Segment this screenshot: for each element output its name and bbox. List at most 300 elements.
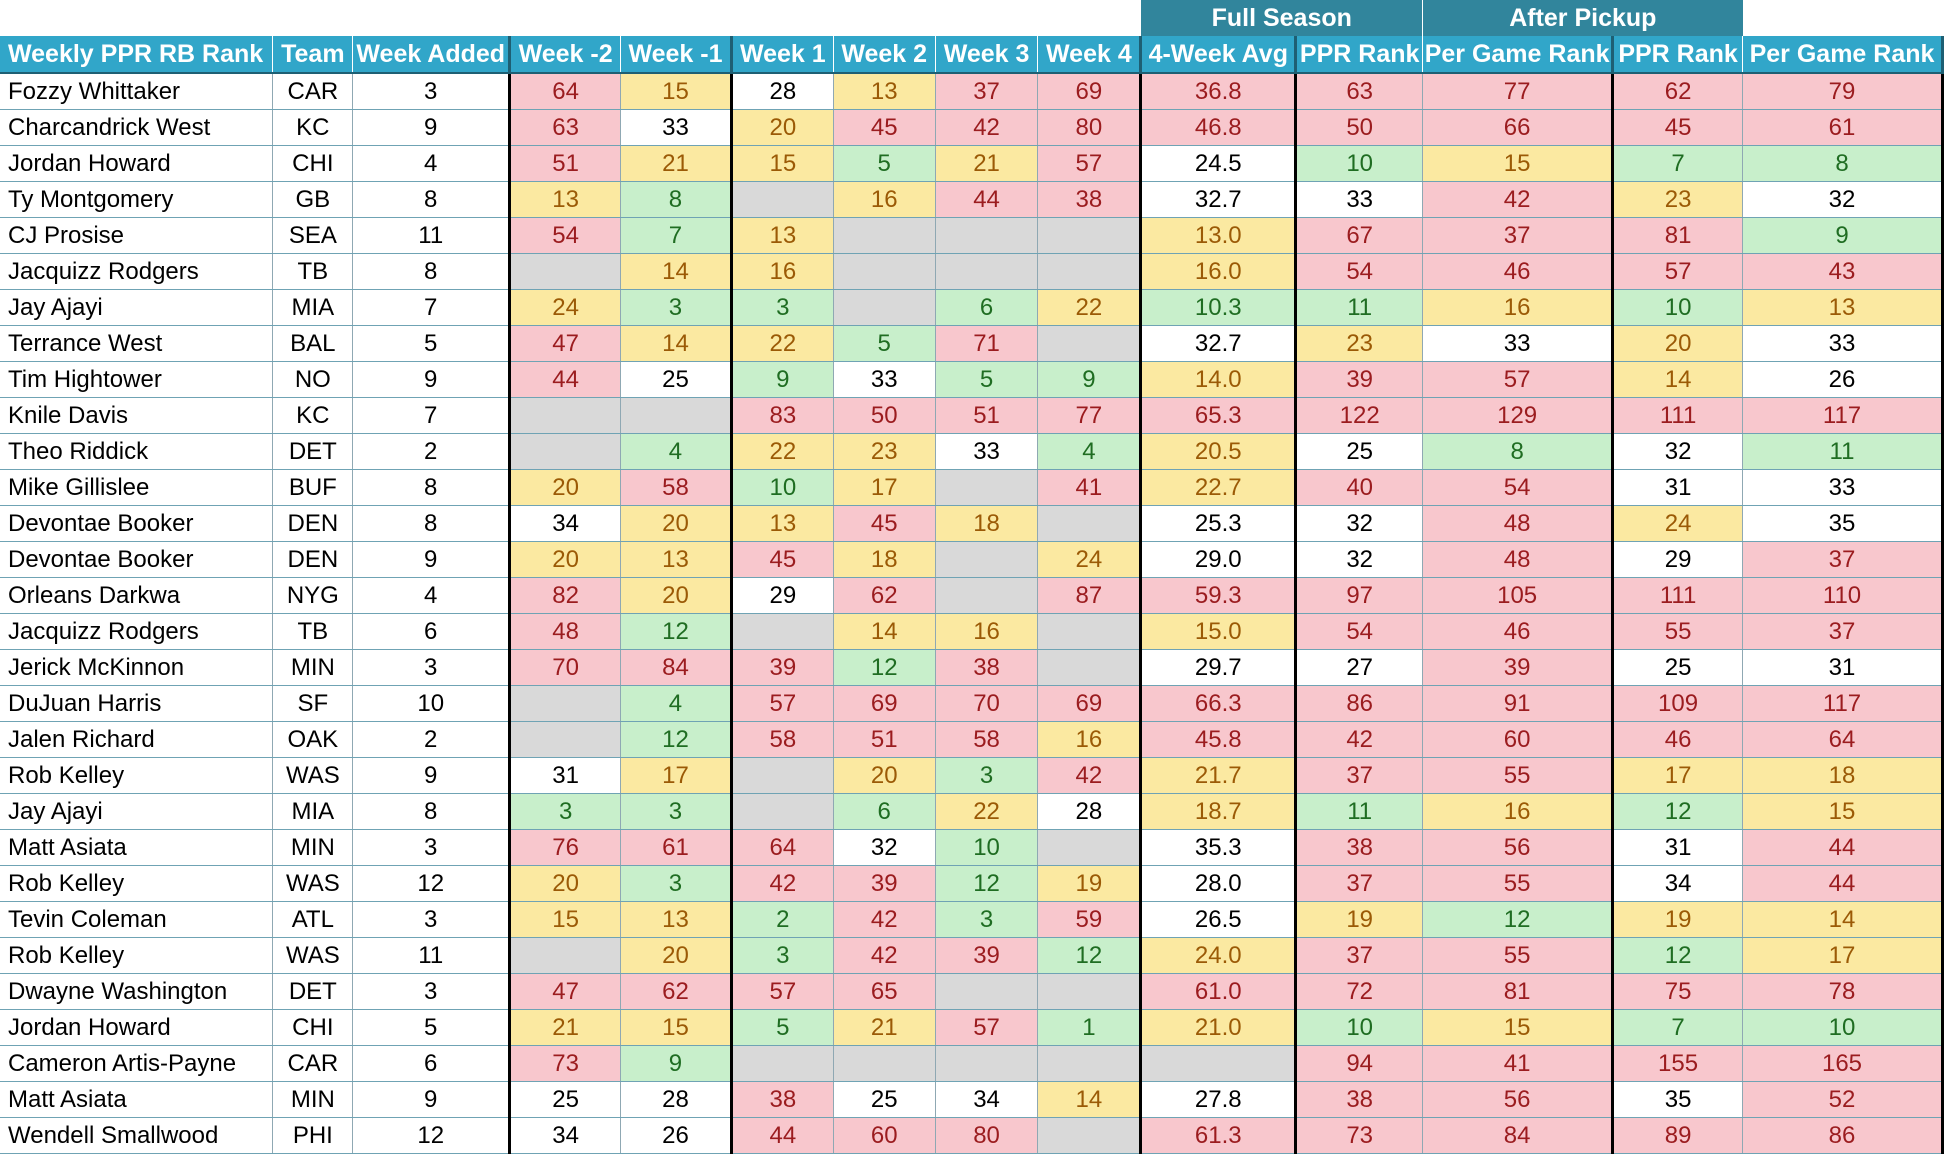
- rank-cell[interactable]: 5: [935, 362, 1038, 398]
- rank-cell[interactable]: 65.3: [1141, 398, 1296, 434]
- rank-cell[interactable]: 129: [1423, 398, 1613, 434]
- rank-cell[interactable]: [935, 1046, 1038, 1082]
- rank-cell[interactable]: 13: [731, 218, 833, 254]
- team-cell[interactable]: DET: [273, 974, 353, 1010]
- rank-cell[interactable]: 77: [1038, 398, 1141, 434]
- rank-cell[interactable]: 50: [1296, 110, 1423, 146]
- rank-cell[interactable]: [935, 542, 1038, 578]
- rank-cell[interactable]: 37: [1296, 866, 1423, 902]
- rank-cell[interactable]: 26: [1743, 362, 1943, 398]
- team-cell[interactable]: MIA: [273, 290, 353, 326]
- week-added-cell[interactable]: 8: [353, 182, 510, 218]
- rank-cell[interactable]: 31: [1743, 650, 1943, 686]
- rank-cell[interactable]: 60: [833, 1118, 935, 1154]
- rank-cell[interactable]: 21: [621, 146, 732, 182]
- rank-cell[interactable]: [731, 1046, 833, 1082]
- rank-cell[interactable]: [731, 794, 833, 830]
- rank-cell[interactable]: 32: [1296, 506, 1423, 542]
- rank-cell[interactable]: 21: [510, 1010, 621, 1046]
- rank-cell[interactable]: 35.3: [1141, 830, 1296, 866]
- rank-cell[interactable]: 97: [1296, 578, 1423, 614]
- rank-cell[interactable]: 46.8: [1141, 110, 1296, 146]
- rank-cell[interactable]: 24: [1038, 542, 1141, 578]
- rank-cell[interactable]: 29.7: [1141, 650, 1296, 686]
- rank-cell[interactable]: 20: [621, 506, 732, 542]
- player-name-cell[interactable]: Jay Ajayi: [0, 794, 273, 830]
- rank-cell[interactable]: 81: [1423, 974, 1613, 1010]
- rank-cell[interactable]: 54: [1296, 254, 1423, 290]
- rank-cell[interactable]: 3: [621, 794, 732, 830]
- rank-cell[interactable]: 75: [1613, 974, 1743, 1010]
- player-name-cell[interactable]: DuJuan Harris: [0, 686, 273, 722]
- column-header[interactable]: Week 4: [1038, 36, 1141, 73]
- rank-cell[interactable]: 13.0: [1141, 218, 1296, 254]
- rank-cell[interactable]: 62: [1613, 73, 1743, 110]
- team-cell[interactable]: DEN: [273, 506, 353, 542]
- player-name-cell[interactable]: Devontae Booker: [0, 506, 273, 542]
- rank-cell[interactable]: 18: [935, 506, 1038, 542]
- rank-cell[interactable]: 4: [621, 434, 732, 470]
- player-name-cell[interactable]: Tim Hightower: [0, 362, 273, 398]
- rank-cell[interactable]: [731, 614, 833, 650]
- rank-cell[interactable]: 10: [935, 830, 1038, 866]
- rank-cell[interactable]: 69: [1038, 73, 1141, 110]
- rank-cell[interactable]: 54: [1296, 614, 1423, 650]
- column-header[interactable]: Week -2: [510, 36, 621, 73]
- team-cell[interactable]: TB: [273, 254, 353, 290]
- rank-cell[interactable]: 33: [1743, 470, 1943, 506]
- column-header[interactable]: Week 1: [731, 36, 833, 73]
- rank-cell[interactable]: 29: [731, 578, 833, 614]
- rank-cell[interactable]: 84: [621, 650, 732, 686]
- rank-cell[interactable]: 12: [621, 614, 732, 650]
- rank-cell[interactable]: 37: [935, 73, 1038, 110]
- rank-cell[interactable]: 42: [833, 938, 935, 974]
- rank-cell[interactable]: 5: [833, 326, 935, 362]
- player-name-cell[interactable]: Jordan Howard: [0, 146, 273, 182]
- team-cell[interactable]: CHI: [273, 146, 353, 182]
- rank-cell[interactable]: 70: [510, 650, 621, 686]
- rank-cell[interactable]: 165: [1743, 1046, 1943, 1082]
- rank-cell[interactable]: 44: [935, 182, 1038, 218]
- rank-cell[interactable]: 10: [731, 470, 833, 506]
- week-added-cell[interactable]: 5: [353, 326, 510, 362]
- rank-cell[interactable]: 37: [1743, 542, 1943, 578]
- rank-cell[interactable]: 26: [621, 1118, 732, 1154]
- rank-cell[interactable]: 22: [935, 794, 1038, 830]
- rank-cell[interactable]: 89: [1613, 1118, 1743, 1154]
- rank-cell[interactable]: 9: [1038, 362, 1141, 398]
- rank-cell[interactable]: 44: [731, 1118, 833, 1154]
- rank-cell[interactable]: 1: [1038, 1010, 1141, 1046]
- rank-cell[interactable]: [1038, 614, 1141, 650]
- rank-cell[interactable]: 21.7: [1141, 758, 1296, 794]
- rank-cell[interactable]: 42: [833, 902, 935, 938]
- team-cell[interactable]: MIN: [273, 650, 353, 686]
- rank-cell[interactable]: 6: [935, 290, 1038, 326]
- rank-cell[interactable]: 44: [510, 362, 621, 398]
- week-added-cell[interactable]: 8: [353, 794, 510, 830]
- rank-cell[interactable]: 10: [1743, 1010, 1943, 1046]
- rank-cell[interactable]: 79: [1743, 73, 1943, 110]
- rank-cell[interactable]: 19: [1296, 902, 1423, 938]
- rank-cell[interactable]: [510, 686, 621, 722]
- rank-cell[interactable]: 23: [1613, 182, 1743, 218]
- rank-cell[interactable]: 7: [621, 218, 732, 254]
- rank-cell[interactable]: 21.0: [1141, 1010, 1296, 1046]
- rank-cell[interactable]: 61.3: [1141, 1118, 1296, 1154]
- rank-cell[interactable]: 33: [1423, 326, 1613, 362]
- week-added-cell[interactable]: 9: [353, 110, 510, 146]
- rank-cell[interactable]: 24.5: [1141, 146, 1296, 182]
- rank-cell[interactable]: 105: [1423, 578, 1613, 614]
- rank-cell[interactable]: 42: [731, 866, 833, 902]
- rank-cell[interactable]: [510, 722, 621, 758]
- rank-cell[interactable]: 77: [1423, 73, 1613, 110]
- rank-cell[interactable]: [935, 974, 1038, 1010]
- rank-cell[interactable]: 44: [1743, 866, 1943, 902]
- rank-cell[interactable]: 35: [1743, 506, 1943, 542]
- rank-cell[interactable]: 62: [833, 578, 935, 614]
- rank-cell[interactable]: [621, 398, 732, 434]
- rank-cell[interactable]: 24.0: [1141, 938, 1296, 974]
- rank-cell[interactable]: 19: [1613, 902, 1743, 938]
- rank-cell[interactable]: 5: [833, 146, 935, 182]
- rank-cell[interactable]: 3: [731, 290, 833, 326]
- rank-cell[interactable]: 20: [833, 758, 935, 794]
- team-cell[interactable]: WAS: [273, 866, 353, 902]
- rank-cell[interactable]: 45: [1613, 110, 1743, 146]
- column-header[interactable]: Week Added: [353, 36, 510, 73]
- rank-cell[interactable]: 16: [731, 254, 833, 290]
- rank-cell[interactable]: 42: [1423, 182, 1613, 218]
- rank-cell[interactable]: 29.0: [1141, 542, 1296, 578]
- rank-cell[interactable]: 32: [1613, 434, 1743, 470]
- rank-cell[interactable]: 18: [833, 542, 935, 578]
- rank-cell[interactable]: 12: [1613, 938, 1743, 974]
- rank-cell[interactable]: 33: [621, 110, 732, 146]
- rank-cell[interactable]: 25: [1613, 650, 1743, 686]
- rank-cell[interactable]: 46: [1613, 722, 1743, 758]
- rank-cell[interactable]: [935, 254, 1038, 290]
- rank-cell[interactable]: 45: [833, 110, 935, 146]
- week-added-cell[interactable]: 7: [353, 290, 510, 326]
- rank-cell[interactable]: 22.7: [1141, 470, 1296, 506]
- week-added-cell[interactable]: 8: [353, 506, 510, 542]
- team-cell[interactable]: NYG: [273, 578, 353, 614]
- rank-cell[interactable]: 59: [1038, 902, 1141, 938]
- rank-cell[interactable]: [1038, 1046, 1141, 1082]
- rank-cell[interactable]: 46: [1423, 254, 1613, 290]
- team-cell[interactable]: KC: [273, 398, 353, 434]
- rank-cell[interactable]: [510, 434, 621, 470]
- rank-cell[interactable]: 109: [1613, 686, 1743, 722]
- rank-cell[interactable]: [1038, 506, 1141, 542]
- rank-cell[interactable]: 16: [1423, 794, 1613, 830]
- week-added-cell[interactable]: 11: [353, 218, 510, 254]
- rank-cell[interactable]: 20: [510, 866, 621, 902]
- week-added-cell[interactable]: 8: [353, 470, 510, 506]
- rank-cell[interactable]: 13: [731, 506, 833, 542]
- week-added-cell[interactable]: 2: [353, 434, 510, 470]
- week-added-cell[interactable]: 3: [353, 650, 510, 686]
- player-name-cell[interactable]: Rob Kelley: [0, 866, 273, 902]
- rank-cell[interactable]: 13: [1743, 290, 1943, 326]
- rank-cell[interactable]: 4: [1038, 434, 1141, 470]
- rank-cell[interactable]: 15: [1423, 146, 1613, 182]
- player-name-cell[interactable]: Mike Gillislee: [0, 470, 273, 506]
- rank-cell[interactable]: 42: [1296, 722, 1423, 758]
- rank-cell[interactable]: 24: [510, 290, 621, 326]
- rank-cell[interactable]: 14: [1743, 902, 1943, 938]
- rank-cell[interactable]: [1038, 218, 1141, 254]
- rank-cell[interactable]: 69: [833, 686, 935, 722]
- rank-cell[interactable]: 29: [1613, 542, 1743, 578]
- rank-cell[interactable]: 12: [621, 722, 732, 758]
- rank-cell[interactable]: [1038, 254, 1141, 290]
- rank-cell[interactable]: 86: [1296, 686, 1423, 722]
- rank-cell[interactable]: 20: [731, 110, 833, 146]
- rank-cell[interactable]: 52: [1743, 1082, 1943, 1118]
- rank-cell[interactable]: 38: [1038, 182, 1141, 218]
- rank-cell[interactable]: 33: [833, 362, 935, 398]
- player-name-cell[interactable]: Fozzy Whittaker: [0, 73, 273, 110]
- rank-cell[interactable]: 6: [833, 794, 935, 830]
- rank-cell[interactable]: [510, 938, 621, 974]
- rank-cell[interactable]: 58: [935, 722, 1038, 758]
- rank-cell[interactable]: 32.7: [1141, 182, 1296, 218]
- rank-cell[interactable]: 17: [621, 758, 732, 794]
- rank-cell[interactable]: 22: [731, 326, 833, 362]
- rank-cell[interactable]: 37: [1296, 938, 1423, 974]
- rank-cell[interactable]: 40: [1296, 470, 1423, 506]
- rank-cell[interactable]: 54: [1423, 470, 1613, 506]
- rank-cell[interactable]: 39: [731, 650, 833, 686]
- week-added-cell[interactable]: 3: [353, 902, 510, 938]
- rank-cell[interactable]: 62: [621, 974, 732, 1010]
- rank-cell[interactable]: 14: [621, 254, 732, 290]
- week-added-cell[interactable]: 6: [353, 614, 510, 650]
- rank-cell[interactable]: 27.8: [1141, 1082, 1296, 1118]
- rank-cell[interactable]: 45: [833, 506, 935, 542]
- rank-cell[interactable]: 3: [935, 758, 1038, 794]
- rank-cell[interactable]: 20: [621, 938, 732, 974]
- team-cell[interactable]: PHI: [273, 1118, 353, 1154]
- week-added-cell[interactable]: 2: [353, 722, 510, 758]
- rank-cell[interactable]: 32: [1743, 182, 1943, 218]
- week-added-cell[interactable]: 9: [353, 542, 510, 578]
- rank-cell[interactable]: 8: [621, 182, 732, 218]
- rank-cell[interactable]: 83: [731, 398, 833, 434]
- team-cell[interactable]: MIA: [273, 794, 353, 830]
- rank-cell[interactable]: [833, 290, 935, 326]
- week-added-cell[interactable]: 4: [353, 578, 510, 614]
- rank-cell[interactable]: 33: [1296, 182, 1423, 218]
- rank-cell[interactable]: 12: [1613, 794, 1743, 830]
- rank-cell[interactable]: 12: [1423, 902, 1613, 938]
- week-added-cell[interactable]: 3: [353, 73, 510, 110]
- rank-cell[interactable]: 110: [1743, 578, 1943, 614]
- week-added-cell[interactable]: 9: [353, 1082, 510, 1118]
- rank-cell[interactable]: 25: [621, 362, 732, 398]
- rank-cell[interactable]: 20.5: [1141, 434, 1296, 470]
- player-name-cell[interactable]: Tevin Coleman: [0, 902, 273, 938]
- rank-cell[interactable]: 57: [1038, 146, 1141, 182]
- player-name-cell[interactable]: Rob Kelley: [0, 938, 273, 974]
- rank-cell[interactable]: 80: [1038, 110, 1141, 146]
- week-added-cell[interactable]: 3: [353, 974, 510, 1010]
- rank-cell[interactable]: 13: [621, 542, 732, 578]
- rank-cell[interactable]: 38: [935, 650, 1038, 686]
- rank-cell[interactable]: 22: [1038, 290, 1141, 326]
- rank-cell[interactable]: 14: [1613, 362, 1743, 398]
- column-header[interactable]: Team: [273, 36, 353, 73]
- rank-cell[interactable]: 51: [833, 722, 935, 758]
- rank-cell[interactable]: 25.3: [1141, 506, 1296, 542]
- rank-cell[interactable]: 3: [731, 938, 833, 974]
- rank-cell[interactable]: 31: [1613, 470, 1743, 506]
- rank-cell[interactable]: 16.0: [1141, 254, 1296, 290]
- rank-cell[interactable]: 39: [833, 866, 935, 902]
- rank-cell[interactable]: 57: [731, 686, 833, 722]
- rank-cell[interactable]: 55: [1423, 758, 1613, 794]
- rank-cell[interactable]: 94: [1296, 1046, 1423, 1082]
- team-cell[interactable]: CHI: [273, 1010, 353, 1046]
- rank-cell[interactable]: [1038, 650, 1141, 686]
- rank-cell[interactable]: 37: [1296, 758, 1423, 794]
- column-header[interactable]: Week 3: [935, 36, 1038, 73]
- rank-cell[interactable]: 59.3: [1141, 578, 1296, 614]
- rank-cell[interactable]: 20: [621, 578, 732, 614]
- rank-cell[interactable]: 28: [1038, 794, 1141, 830]
- rank-cell[interactable]: 27: [1296, 650, 1423, 686]
- rank-cell[interactable]: 35: [1613, 1082, 1743, 1118]
- rank-cell[interactable]: 32: [1296, 542, 1423, 578]
- rank-cell[interactable]: 51: [935, 398, 1038, 434]
- rank-cell[interactable]: 57: [935, 1010, 1038, 1046]
- player-name-cell[interactable]: Matt Asiata: [0, 830, 273, 866]
- rank-cell[interactable]: 16: [833, 182, 935, 218]
- rank-cell[interactable]: 17: [1743, 938, 1943, 974]
- player-name-cell[interactable]: Jordan Howard: [0, 1010, 273, 1046]
- rank-cell[interactable]: 33: [935, 434, 1038, 470]
- rank-cell[interactable]: 58: [621, 470, 732, 506]
- rank-cell[interactable]: 14: [833, 614, 935, 650]
- team-cell[interactable]: DEN: [273, 542, 353, 578]
- team-cell[interactable]: BUF: [273, 470, 353, 506]
- rank-cell[interactable]: 48: [1423, 506, 1613, 542]
- rank-cell[interactable]: [1038, 1118, 1141, 1154]
- rank-cell[interactable]: [833, 218, 935, 254]
- rank-cell[interactable]: 47: [510, 974, 621, 1010]
- rank-cell[interactable]: 39: [935, 938, 1038, 974]
- rank-cell[interactable]: 69: [1038, 686, 1141, 722]
- team-cell[interactable]: ATL: [273, 902, 353, 938]
- player-name-cell[interactable]: Jalen Richard: [0, 722, 273, 758]
- rank-cell[interactable]: 10: [1296, 146, 1423, 182]
- rank-cell[interactable]: 24: [1613, 506, 1743, 542]
- team-cell[interactable]: CAR: [273, 73, 353, 110]
- rank-cell[interactable]: 17: [1613, 758, 1743, 794]
- player-name-cell[interactable]: Devontae Booker: [0, 542, 273, 578]
- rank-cell[interactable]: [935, 218, 1038, 254]
- week-added-cell[interactable]: 6: [353, 1046, 510, 1082]
- rank-cell[interactable]: 81: [1613, 218, 1743, 254]
- rank-cell[interactable]: 25: [510, 1082, 621, 1118]
- rank-cell[interactable]: 36.8: [1141, 73, 1296, 110]
- week-added-cell[interactable]: 11: [353, 938, 510, 974]
- rank-cell[interactable]: 32.7: [1141, 326, 1296, 362]
- rank-cell[interactable]: 155: [1613, 1046, 1743, 1082]
- rank-cell[interactable]: 10.3: [1141, 290, 1296, 326]
- rank-cell[interactable]: 32: [833, 830, 935, 866]
- rank-cell[interactable]: 122: [1296, 398, 1423, 434]
- rank-cell[interactable]: 3: [935, 902, 1038, 938]
- rank-cell[interactable]: 15.0: [1141, 614, 1296, 650]
- rank-cell[interactable]: 61.0: [1141, 974, 1296, 1010]
- team-cell[interactable]: WAS: [273, 938, 353, 974]
- rank-cell[interactable]: 9: [621, 1046, 732, 1082]
- rank-cell[interactable]: [731, 758, 833, 794]
- rank-cell[interactable]: 66: [1423, 110, 1613, 146]
- player-name-cell[interactable]: Dwayne Washington: [0, 974, 273, 1010]
- rank-cell[interactable]: [510, 254, 621, 290]
- team-cell[interactable]: DET: [273, 434, 353, 470]
- player-name-cell[interactable]: Jay Ajayi: [0, 290, 273, 326]
- rank-cell[interactable]: 14.0: [1141, 362, 1296, 398]
- rank-cell[interactable]: 34: [935, 1082, 1038, 1118]
- rank-cell[interactable]: 16: [935, 614, 1038, 650]
- rank-cell[interactable]: 50: [833, 398, 935, 434]
- rank-cell[interactable]: 31: [510, 758, 621, 794]
- rank-cell[interactable]: 28: [621, 1082, 732, 1118]
- rank-cell[interactable]: 12: [1038, 938, 1141, 974]
- rank-cell[interactable]: 39: [1296, 362, 1423, 398]
- rank-cell[interactable]: 8: [1743, 146, 1943, 182]
- rank-cell[interactable]: 41: [1423, 1046, 1613, 1082]
- player-name-cell[interactable]: Jacquizz Rodgers: [0, 614, 273, 650]
- rank-cell[interactable]: 12: [935, 866, 1038, 902]
- rank-cell[interactable]: 20: [510, 470, 621, 506]
- rank-cell[interactable]: 12: [833, 650, 935, 686]
- rank-cell[interactable]: [833, 1046, 935, 1082]
- rank-cell[interactable]: 21: [833, 1010, 935, 1046]
- rank-cell[interactable]: 23: [833, 434, 935, 470]
- player-name-cell[interactable]: Rob Kelley: [0, 758, 273, 794]
- rank-cell[interactable]: 11: [1296, 794, 1423, 830]
- column-header[interactable]: Week -1: [621, 36, 732, 73]
- rank-cell[interactable]: 15: [731, 146, 833, 182]
- rank-cell[interactable]: 8: [1423, 434, 1613, 470]
- rank-cell[interactable]: 82: [510, 578, 621, 614]
- rank-cell[interactable]: 38: [1296, 1082, 1423, 1118]
- column-header[interactable]: Per Game Rank: [1423, 36, 1613, 73]
- week-added-cell[interactable]: 9: [353, 758, 510, 794]
- player-name-cell[interactable]: Wendell Smallwood: [0, 1118, 273, 1154]
- rank-cell[interactable]: 64: [731, 830, 833, 866]
- rank-cell[interactable]: 67: [1296, 218, 1423, 254]
- rank-cell[interactable]: 60: [1423, 722, 1613, 758]
- rank-cell[interactable]: 80: [935, 1118, 1038, 1154]
- rank-cell[interactable]: 117: [1743, 686, 1943, 722]
- rank-cell[interactable]: 37: [1423, 218, 1613, 254]
- rank-cell[interactable]: 16: [1038, 722, 1141, 758]
- rank-cell[interactable]: 33: [1743, 326, 1943, 362]
- rank-cell[interactable]: 28: [731, 73, 833, 110]
- rank-cell[interactable]: 26.5: [1141, 902, 1296, 938]
- column-header[interactable]: 4-Week Avg: [1141, 36, 1296, 73]
- rank-cell[interactable]: 13: [833, 73, 935, 110]
